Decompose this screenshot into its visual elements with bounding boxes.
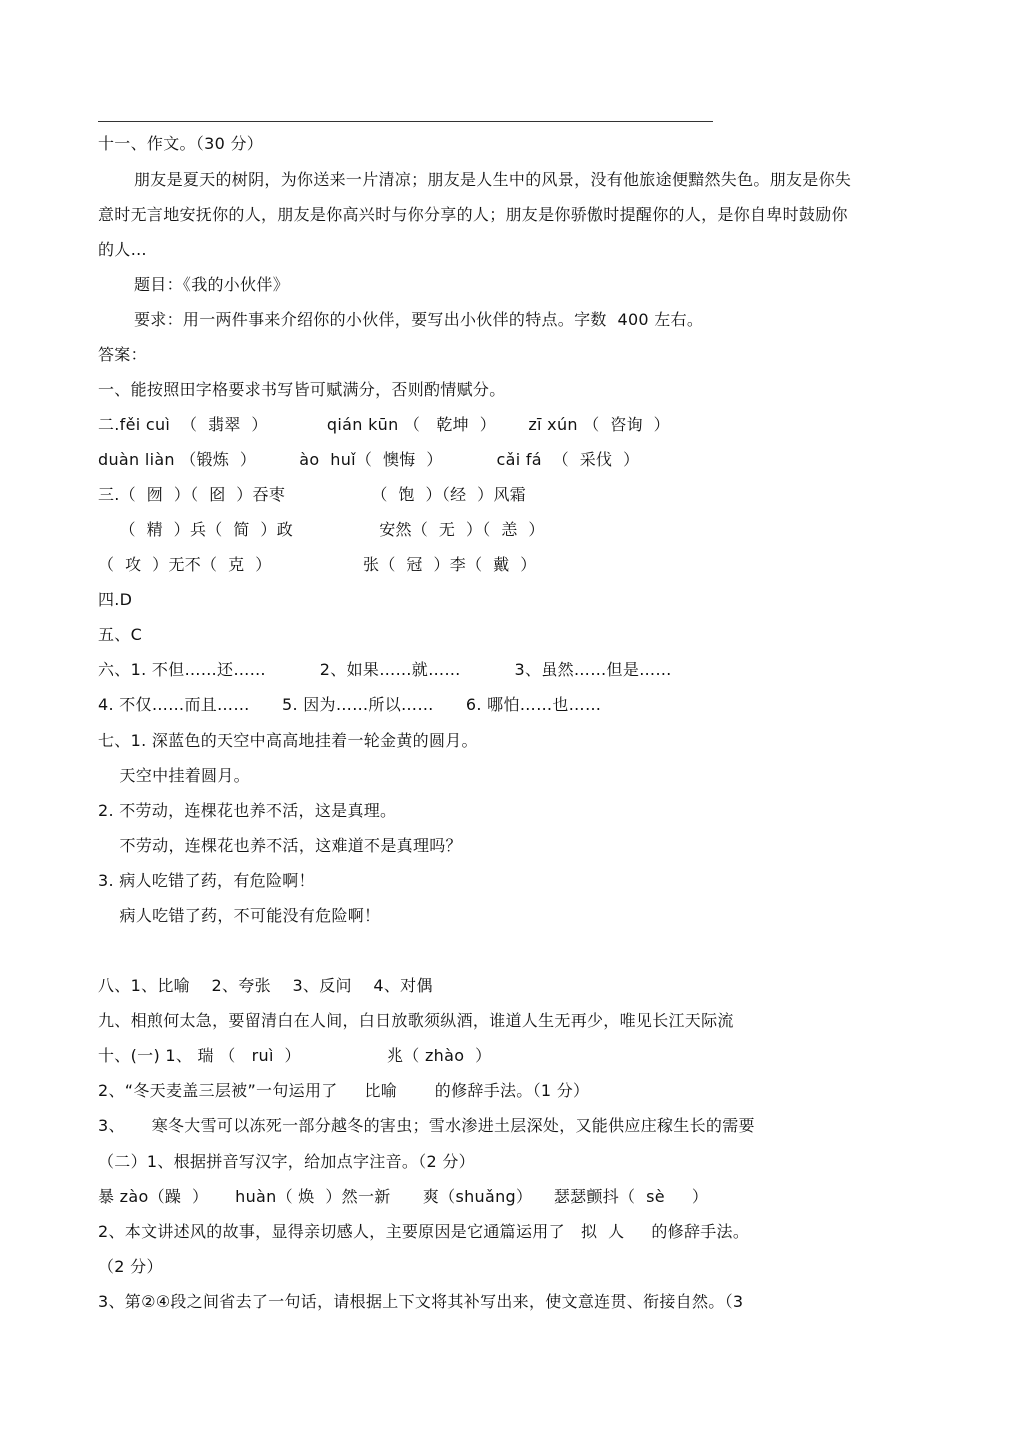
answer-line: 三.（ 囫 ）（ 囵 ）吞枣 （ 饱 ）（经 ）风霜 [98, 485, 527, 504]
answer-line: 3、第②④段之间省去了一句话，请根据上下文将其补写出来，使文意连贯、衔接自然。（3 [98, 1292, 744, 1311]
answer-line: 病人吃错了药，不可能没有危险啊！ [98, 906, 381, 925]
answer-line: 3、 寒冬大雪可以冻死一部分越冬的害虫；雪水渗进土层深处，又能供应庄稼生长的需要 [98, 1116, 755, 1135]
answer-line: 七、1. 深蓝色的天空中高高地挂着一轮金黄的圆月。 [98, 731, 478, 750]
answer-line: 4. 不仅……而且…… 5. 因为……所以…… 6. 哪怕……也…… [98, 695, 602, 714]
essay-prompt-line-3: 的人… [98, 240, 147, 259]
answer-line: （二）1、根据拼音写汉字，给加点字注音。（2 分） [98, 1152, 475, 1171]
answer-line: 暴 zào（躁 ） huàn（ 焕 ）然一新 爽（shuǎng） 瑟瑟颤抖（ sè ） [98, 1187, 709, 1206]
answers-label: 答案： [98, 345, 147, 364]
answer-line: 2、本文讲述风的故事，显得亲切感人，主要原因是它通篇运用了 拟 人 的修辞手法。 [98, 1222, 750, 1241]
essay-title-line: 题目：《我的小伙伴》 [134, 275, 290, 294]
answer-line: （ 精 ）兵（ 简 ）政 安然（ 无 ）（ 恙 ） [98, 520, 545, 539]
answer-line: 十、(一) 1、 瑞 （ ruì ） 兆（ zhào ） [98, 1046, 492, 1065]
answer-line: 八、1、比喻 2、夸张 3、反问 4、对偶 [98, 976, 433, 995]
answer-line: 一、能按照田字格要求书写皆可赋满分，否则酌情赋分。 [98, 380, 506, 399]
answer-line: duàn liàn （锻炼 ） ào huǐ（ 懊悔 ） cǎi fá （ 采伐 ） [98, 450, 640, 469]
essay-prompt-line-1: 朋友是夏天的树阴，为你送来一片清凉；朋友是人生中的风景，没有他旅途便黯然失色。朋友是你失 [134, 170, 852, 189]
essay-requirement-line: 要求：用一两件事来介绍你的小伙伴，要写出小伙伴的特点。字数 400 左右。 [134, 310, 704, 329]
answer-line: 五、C [98, 625, 143, 644]
answer-line: 2、“冬天麦盖三层被”一句运用了 比喻 的修辞手法。（1 分） [98, 1081, 590, 1100]
answer-line: （2 分） [98, 1257, 163, 1276]
answer-line: 九、相煎何太急，要留清白在人间，白日放歌须纵酒，谁道人生无再少，唯见长江天际流 [98, 1011, 734, 1030]
answer-line: 不劳动，连棵花也养不活，这难道不是真理吗？ [98, 836, 462, 855]
answer-line: 天空中挂着圆月。 [98, 766, 250, 785]
answer-line: 2. 不劳动，连棵花也养不活，这是真理。 [98, 801, 397, 820]
answer-line: （ 攻 ）无不（ 克 ） 张（ 冠 ）李（ 戴 ） [98, 555, 537, 574]
header-rule [98, 121, 713, 122]
essay-prompt-line-2: 意时无言地安抚你的人，朋友是你高兴时与你分享的人；朋友是你骄傲时提醒你的人，是你自卑时鼓励你 [98, 205, 848, 224]
essay-heading: 十一、作文。（30 分） [98, 134, 264, 153]
answer-line: 3. 病人吃错了药，有危险啊！ [98, 871, 315, 890]
answer-line: 二.fěi cuì （ 翡翠 ） qián kūn （ 乾坤 ） zī xún （ 咨询 ） [98, 415, 670, 434]
answer-line: 六、1. 不但……还…… 2、如果……就…… 3、虽然……但是…… [98, 660, 672, 679]
answer-line: 四.D [98, 590, 133, 609]
